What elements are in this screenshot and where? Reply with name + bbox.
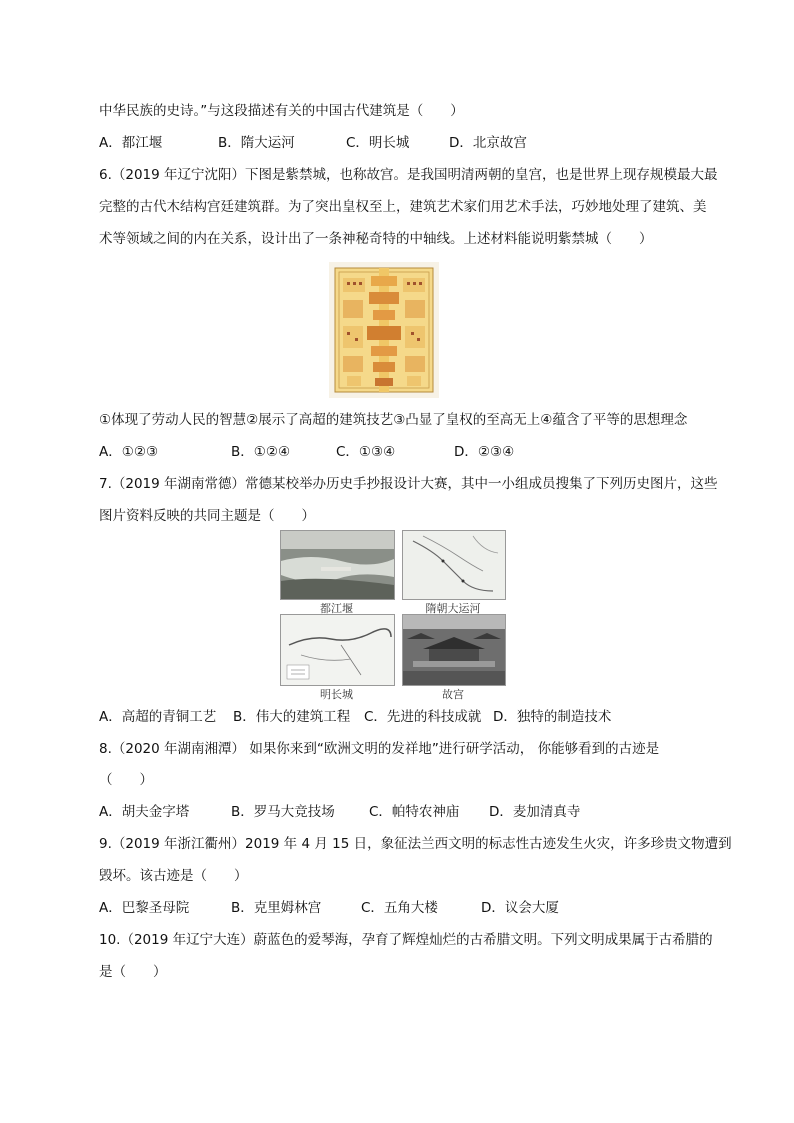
question-7-options <box>99 707 611 727</box>
question-9-options <box>99 898 559 918</box>
option-c[interactable]: C．明长城 <box>346 135 410 151</box>
option-d[interactable]: D．议会大厦 <box>481 900 559 916</box>
question-8-stem-line-2: （ ） <box>99 772 153 788</box>
question-7-stem-line-1: 7.（2019 年湖南常德）常德某校举办历史手抄报设计大赛，其中一小组成员搜集了下列历史图片，这些 <box>99 476 718 492</box>
option-d[interactable]: D．独特的制造技术 <box>493 709 612 725</box>
question-6-statements: ①体现了劳动人民的智慧②展示了高超的建筑技艺③凸显了皇权的至高无上④蕴含了平等的思想理念 <box>99 412 688 428</box>
caption-forbidden-city: 故宫 <box>442 688 464 701</box>
question-8-options <box>99 802 580 822</box>
caption-dujiangyan: 都江堰 <box>320 602 353 615</box>
question-5-stem-end: 中华民族的史诗。”与这段描述有关的中国古代建筑是（ ） <box>99 103 464 119</box>
option-b[interactable]: B．罗马大竞技场 <box>231 804 335 820</box>
option-b[interactable]: B．隋大运河 <box>218 135 295 151</box>
option-a[interactable]: A．巴黎圣母院 <box>99 900 190 916</box>
question-7-stem-line-2: 图片资料反映的共同主题是（ ） <box>99 508 315 524</box>
caption-great-wall: 明长城 <box>320 688 353 701</box>
option-c[interactable]: C．帕特农神庙 <box>369 804 460 820</box>
option-a[interactable]: A．胡夫金字塔 <box>99 804 190 820</box>
option-a[interactable]: A．①②③ <box>99 444 159 460</box>
option-b[interactable]: B．克里姆林宫 <box>231 900 322 916</box>
question-6-options <box>99 442 514 462</box>
grand-canal-map <box>402 530 506 600</box>
option-d[interactable]: D．②③④ <box>454 444 515 460</box>
question-8-stem-line-1: 8.（2020 年湖南湘潭） 如果你来到“欧洲文明的发祥地”进行研学活动， 你能够看到的古迹是 <box>99 741 660 757</box>
option-d[interactable]: D．北京故宫 <box>449 135 527 151</box>
dujiangyan-photo <box>280 530 395 600</box>
forbidden-city-plan-image <box>329 262 439 398</box>
question-10-stem-line-2: 是（ ） <box>99 964 167 980</box>
option-b[interactable]: B．①②④ <box>231 444 291 460</box>
option-d[interactable]: D．麦加清真寺 <box>489 804 581 820</box>
great-wall-map <box>280 614 395 686</box>
question-9-stem-line-1: 9.（2019 年浙江衢州）2019 年 4 月 15 日，象征法兰西文明的标志性古迹发生火灾，许多珍贵文物遭到 <box>99 836 732 852</box>
caption-grand-canal: 隋朝大运河 <box>425 602 481 615</box>
forbidden-city-photo <box>402 614 506 686</box>
option-c[interactable]: C．①③④ <box>336 444 396 460</box>
question-6-stem-line-2: 完整的古代木结构宫廷建筑群。为了突出皇权至上，建筑艺术家们用艺术手法，巧妙地处理了建筑、美 <box>99 199 707 215</box>
option-c[interactable]: C．五角大楼 <box>361 900 438 916</box>
question-10-stem-line-1: 10.（2019 年辽宁大连）蔚蓝色的爱琴海，孕育了辉煌灿烂的古希腊文明。下列文明成果属于古希腊的 <box>99 932 713 948</box>
option-b[interactable]: B．伟大的建筑工程 <box>233 709 351 725</box>
question-6-stem-line-3: 术等领域之间的内在关系，设计出了一条神秘奇特的中轴线。上述材料能说明紫禁城（ ） <box>99 231 653 247</box>
question-6-stem-line-1: 6.（2019 年辽宁沈阳）下图是紫禁城，也称故宫。是我国明清两朝的皇宫，也是世界上现存规模最大最 <box>99 167 718 183</box>
question-5-options <box>99 133 527 153</box>
option-a[interactable]: A．高超的青铜工艺 <box>99 709 217 725</box>
option-a[interactable]: A．都江堰 <box>99 135 163 151</box>
question-9-stem-line-2: 毁坏。该古迹是（ ） <box>99 868 248 884</box>
option-c[interactable]: C．先进的科技成就 <box>364 709 482 725</box>
